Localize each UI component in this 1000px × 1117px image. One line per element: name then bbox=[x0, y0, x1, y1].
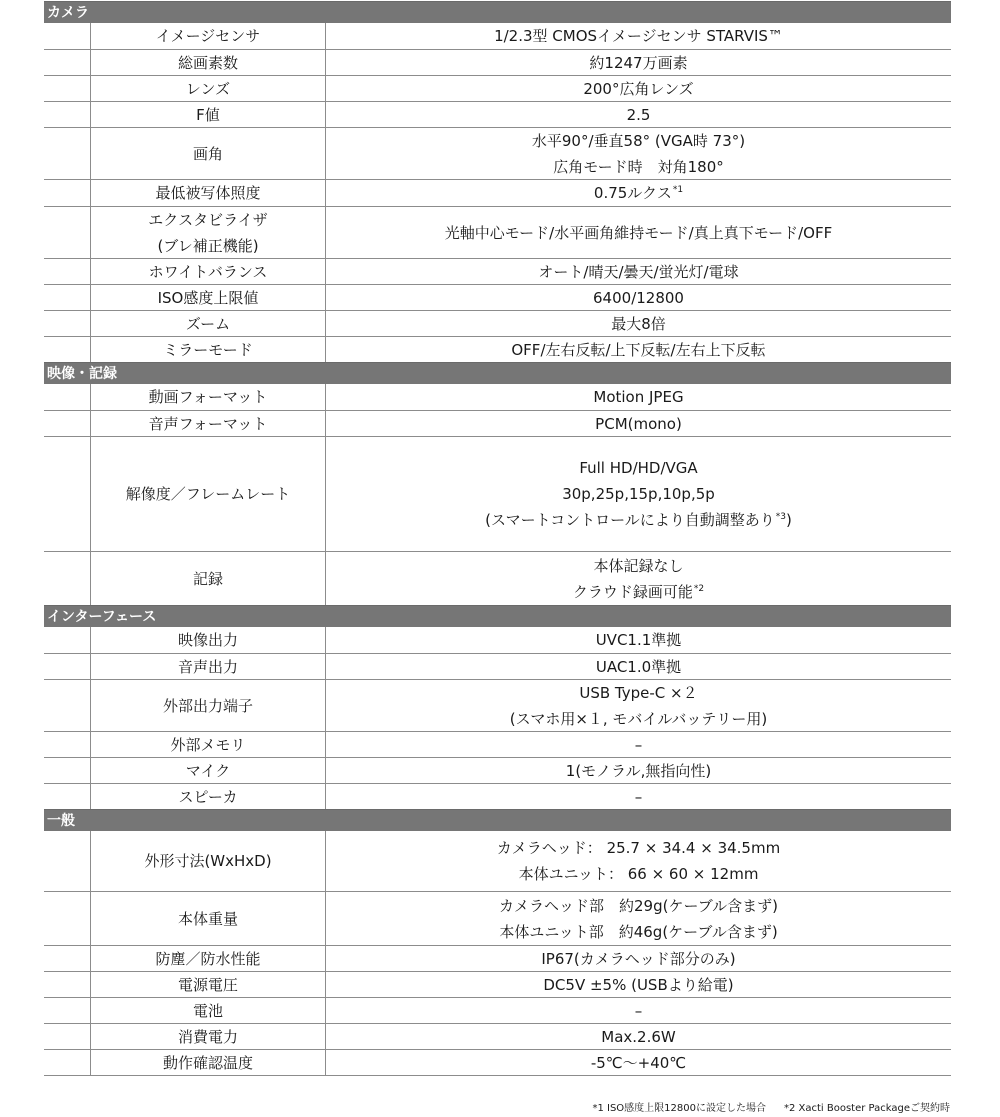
spec-row bbox=[44, 384, 951, 410]
spec-value-text: Motion JPEG bbox=[593, 388, 684, 406]
spec-value-text: 0.75ルクス bbox=[593, 184, 672, 202]
row-indent bbox=[44, 1024, 91, 1049]
spec-value-line bbox=[583, 76, 693, 102]
spec-value-line bbox=[596, 654, 681, 680]
footnote-1: *1 ISO感度上限12800に設定した場合 bbox=[592, 1103, 766, 1114]
spec-label-line: スピーカ bbox=[178, 787, 238, 806]
spec-value-line bbox=[511, 337, 765, 363]
spec-value bbox=[326, 784, 951, 809]
spec-value-text: 2.5 bbox=[626, 105, 651, 124]
spec-label bbox=[91, 285, 326, 310]
spec-value bbox=[326, 285, 951, 310]
spec-row bbox=[44, 757, 951, 783]
row-indent bbox=[44, 259, 91, 284]
spec-value bbox=[326, 207, 951, 258]
spec-row bbox=[44, 783, 951, 809]
spec-value-line bbox=[543, 972, 733, 998]
spec-value-line bbox=[579, 455, 697, 481]
spec-value bbox=[326, 552, 951, 605]
spec-row bbox=[44, 679, 951, 731]
spec-value-line bbox=[445, 220, 832, 246]
spec-label-line: 電池 bbox=[192, 1001, 223, 1020]
spec-value-text: 約1247万画素 bbox=[589, 53, 688, 72]
spec-label-line: 本体重量 bbox=[177, 909, 238, 928]
spec-value-text: クラウド録画可能 bbox=[572, 582, 693, 601]
row-indent bbox=[44, 337, 91, 362]
row-indent bbox=[44, 1050, 91, 1075]
spec-row bbox=[44, 1049, 951, 1075]
spec-value-line bbox=[601, 1024, 675, 1050]
spec-value-line bbox=[573, 579, 704, 605]
footnote-mark: *1 bbox=[672, 185, 684, 195]
spec-row bbox=[44, 284, 951, 310]
spec-label bbox=[91, 552, 326, 605]
spec-value-line bbox=[579, 680, 697, 706]
spec-value-line bbox=[497, 835, 780, 861]
spec-label-line: 防塵／防水性能 bbox=[155, 949, 261, 968]
row-indent bbox=[44, 437, 91, 551]
spec-label-line: 動画フォーマット bbox=[148, 388, 268, 406]
spec-label-line: 画角 bbox=[192, 144, 223, 163]
spec-row bbox=[44, 997, 951, 1023]
spec-value-text: -5℃～+40℃ bbox=[590, 1053, 687, 1072]
spec-value-line bbox=[611, 311, 666, 337]
spec-value bbox=[326, 23, 951, 49]
spec-value-line bbox=[485, 507, 792, 533]
spec-value-text: 広角モード時 対角180° bbox=[553, 157, 724, 176]
row-indent bbox=[44, 831, 91, 891]
spec-value-text: 水平90°/垂直58° (VGA時 73°) bbox=[531, 131, 746, 150]
spec-value-line bbox=[519, 861, 759, 887]
spec-label bbox=[91, 102, 326, 127]
spec-value-text: UVC1.1準拠 bbox=[595, 631, 682, 649]
spec-label bbox=[91, 946, 326, 971]
spec-label-line: 電源電圧 bbox=[177, 975, 238, 994]
spec-label-line: マイク bbox=[185, 761, 231, 780]
spec-value-text: – bbox=[634, 787, 643, 806]
spec-value-line bbox=[566, 758, 711, 784]
spec-value bbox=[326, 102, 951, 127]
spec-label bbox=[91, 384, 326, 410]
spec-label-line: 記録 bbox=[192, 569, 223, 588]
spec-row bbox=[44, 831, 951, 891]
spec-value-text: 本体ユニット部 約46g(ケーブル含まず) bbox=[499, 922, 778, 941]
spec-value-text: OFF/左右反転/上下反転/左右上下反転 bbox=[511, 340, 766, 359]
spec-value bbox=[326, 76, 951, 101]
row-indent bbox=[44, 311, 91, 336]
spec-label-line: 外形寸法(WxHxD) bbox=[144, 852, 272, 870]
spec-value-text: – bbox=[634, 1001, 643, 1020]
spec-value bbox=[326, 758, 951, 783]
spec-label bbox=[91, 892, 326, 945]
row-indent bbox=[44, 384, 91, 410]
spec-label-line: イメージセンサ bbox=[155, 27, 261, 45]
spec-label bbox=[91, 337, 326, 362]
spec-value-text: UAC1.0準拠 bbox=[595, 657, 682, 676]
spec-value bbox=[326, 972, 951, 997]
spec-value-line bbox=[635, 784, 643, 810]
row-indent bbox=[44, 102, 91, 127]
spec-value-text: Full HD/HD/VGA bbox=[579, 459, 698, 477]
spec-value-line bbox=[594, 180, 683, 206]
spec-value bbox=[326, 946, 951, 971]
footnote-2: *2 Xacti Booster Packageご契約時 bbox=[783, 1103, 950, 1114]
spec-value-line bbox=[589, 50, 687, 76]
row-indent bbox=[44, 207, 91, 258]
spec-label-line: 総画素数 bbox=[177, 53, 238, 72]
spec-row bbox=[44, 627, 951, 653]
spec-label bbox=[91, 259, 326, 284]
spec-value bbox=[326, 259, 951, 284]
spec-value-text: 200°広角レンズ bbox=[583, 79, 694, 98]
spec-value-line bbox=[593, 285, 684, 311]
row-indent bbox=[44, 946, 91, 971]
spec-label bbox=[91, 437, 326, 551]
spec-row bbox=[44, 436, 951, 551]
spec-label bbox=[91, 207, 326, 258]
spec-label-line: 外部出力端子 bbox=[162, 696, 253, 715]
spec-label-line: 解像度／フレームレート bbox=[125, 485, 291, 503]
spec-row bbox=[44, 127, 951, 179]
row-indent bbox=[44, 654, 91, 679]
row-indent bbox=[44, 180, 91, 206]
spec-value bbox=[326, 384, 951, 410]
spec-value bbox=[326, 680, 951, 731]
spec-value bbox=[326, 732, 951, 757]
spec-row bbox=[44, 551, 951, 605]
spec-row bbox=[44, 75, 951, 101]
spec-label bbox=[91, 1024, 326, 1049]
spec-label bbox=[91, 831, 326, 891]
spec-label bbox=[91, 680, 326, 731]
row-indent bbox=[44, 892, 91, 945]
footnote-mark: *2 bbox=[693, 583, 705, 594]
spec-value-line bbox=[510, 706, 767, 732]
spec-value bbox=[326, 998, 951, 1023]
spec-value bbox=[326, 654, 951, 679]
row-indent bbox=[44, 76, 91, 101]
spec-label bbox=[91, 411, 326, 436]
spec-row bbox=[44, 731, 951, 757]
spec-value-line bbox=[562, 481, 715, 507]
spec-value-line bbox=[591, 1050, 686, 1076]
row-indent bbox=[44, 411, 91, 436]
spec-value bbox=[326, 50, 951, 75]
spec-value bbox=[326, 411, 951, 436]
spec-row bbox=[44, 101, 951, 127]
spec-label bbox=[91, 998, 326, 1023]
spec-value-line bbox=[494, 23, 783, 49]
spec-row bbox=[44, 410, 951, 436]
spec-value-text: 6400/12800 bbox=[593, 288, 684, 307]
spec-label bbox=[91, 50, 326, 75]
spec-label-line: F値 bbox=[196, 105, 220, 124]
spec-value-text: 光軸中心モード/水平画角維持モード/真上真下モード/OFF bbox=[444, 223, 833, 242]
spec-label bbox=[91, 128, 326, 179]
spec-label-line: 外部メモリ bbox=[170, 735, 246, 754]
spec-row bbox=[44, 891, 951, 945]
spec-value-text: PCM(mono) bbox=[595, 414, 682, 433]
spec-value-text: 最大8倍 bbox=[611, 314, 666, 333]
spec-label-line: レンズ bbox=[185, 79, 231, 98]
spec-value-text: 本体ユニット： 66 × 60 × 12mm bbox=[518, 865, 759, 883]
spec-label-line: 音声フォーマット bbox=[148, 414, 268, 433]
row-indent bbox=[44, 732, 91, 757]
spec-value-line bbox=[596, 627, 682, 653]
spec-value-line bbox=[593, 553, 683, 579]
spec-value bbox=[326, 311, 951, 336]
spec-row bbox=[44, 336, 951, 362]
row-indent bbox=[44, 50, 91, 75]
row-indent bbox=[44, 23, 91, 49]
spec-label-line: エクスタビライザ bbox=[148, 210, 268, 229]
spec-label bbox=[91, 654, 326, 679]
spec-value-text: カメラヘッド： 25.7 × 34.4 × 34.5mm bbox=[496, 839, 781, 857]
footnotes bbox=[592, 1099, 950, 1114]
row-indent bbox=[44, 285, 91, 310]
spec-value-text: 1/2.3型 CMOSイメージセンサ STARVIS™ bbox=[494, 27, 783, 45]
spec-value-line bbox=[593, 384, 683, 410]
spec-value bbox=[326, 1024, 951, 1049]
row-indent bbox=[44, 758, 91, 783]
spec-table bbox=[44, 1, 951, 1076]
spec-value-text: (スマートコントロールにより自動調整あり bbox=[485, 511, 775, 529]
spec-label-line: 音声出力 bbox=[177, 657, 238, 676]
spec-value-line bbox=[499, 919, 777, 945]
spec-row bbox=[44, 206, 951, 258]
spec-label bbox=[91, 23, 326, 49]
section-header: 一般 bbox=[44, 809, 951, 831]
spec-label bbox=[91, 627, 326, 653]
spec-value bbox=[326, 180, 951, 206]
spec-label bbox=[91, 758, 326, 783]
spec-row bbox=[44, 310, 951, 336]
spec-value-text: IP67(カメラヘッド部分のみ) bbox=[541, 949, 736, 968]
spec-label-line: ISO感度上限値 bbox=[157, 288, 259, 307]
spec-value-text: 1(モノラル,無指向性) bbox=[565, 761, 712, 780]
spec-row bbox=[44, 945, 951, 971]
row-indent bbox=[44, 680, 91, 731]
spec-label bbox=[91, 972, 326, 997]
spec-label-line: ホワイトバランス bbox=[148, 262, 268, 281]
spec-value bbox=[326, 128, 951, 179]
spec-value-line bbox=[635, 998, 643, 1024]
spec-value-text: – bbox=[634, 735, 643, 754]
spec-label-line: 映像出力 bbox=[177, 631, 238, 649]
spec-value-text: (スマホ用×１, モバイルバッテリー用) bbox=[509, 709, 768, 728]
spec-value-text: USB Type-C ×２ bbox=[579, 683, 698, 702]
spec-label bbox=[91, 784, 326, 809]
spec-label bbox=[91, 311, 326, 336]
spec-label-line: ズーム bbox=[185, 314, 231, 333]
row-indent bbox=[44, 627, 91, 653]
spec-value-line bbox=[538, 259, 738, 285]
spec-value bbox=[326, 1050, 951, 1075]
spec-value-text: カメラヘッド部 約29g(ケーブル含まず) bbox=[499, 896, 778, 915]
spec-value bbox=[326, 437, 951, 551]
spec-label-line: (ブレ補正機能) bbox=[157, 236, 259, 255]
row-indent bbox=[44, 128, 91, 179]
row-indent bbox=[44, 784, 91, 809]
spec-row bbox=[44, 1023, 951, 1049]
spec-value-line bbox=[553, 154, 724, 180]
spec-value-line bbox=[635, 732, 643, 758]
spec-label bbox=[91, 732, 326, 757]
spec-value-line bbox=[499, 893, 778, 919]
section-header: カメラ bbox=[44, 1, 951, 23]
spec-label-line: 最低被写体照度 bbox=[155, 184, 261, 202]
spec-value-text: 30p,25p,15p,10p,5p bbox=[562, 485, 715, 503]
spec-label bbox=[91, 1050, 326, 1075]
spec-label-line: ミラーモード bbox=[163, 340, 253, 359]
row-indent bbox=[44, 972, 91, 997]
spec-value-text: DC5V ±5% (USBより給電) bbox=[543, 975, 734, 994]
spec-label-line: 消費電力 bbox=[177, 1027, 238, 1046]
spec-row bbox=[44, 971, 951, 997]
spec-value bbox=[326, 627, 951, 653]
spec-label bbox=[91, 76, 326, 101]
spec-value-text: 本体記録なし bbox=[593, 556, 684, 575]
spec-value-line bbox=[532, 128, 745, 154]
spec-value-text: オート/晴天/曇天/蛍光灯/電球 bbox=[538, 262, 739, 281]
row-indent bbox=[44, 552, 91, 605]
spec-value-suffix: ) bbox=[786, 511, 792, 529]
spec-row bbox=[44, 653, 951, 679]
footnote-mark: *3 bbox=[775, 512, 787, 522]
spec-row bbox=[44, 49, 951, 75]
spec-label bbox=[91, 180, 326, 206]
spec-value-line bbox=[541, 946, 735, 972]
section-header: インターフェース bbox=[44, 605, 951, 627]
spec-value-line bbox=[595, 411, 682, 437]
section-header: 映像・記録 bbox=[44, 362, 951, 384]
spec-value bbox=[326, 892, 951, 945]
spec-row bbox=[44, 258, 951, 284]
spec-value bbox=[326, 337, 951, 362]
spec-value-line bbox=[627, 102, 651, 128]
spec-row bbox=[44, 179, 951, 206]
spec-row bbox=[44, 23, 951, 49]
spec-value-text: Max.2.6W bbox=[601, 1027, 676, 1046]
spec-value bbox=[326, 831, 951, 891]
spec-label-line: 動作確認温度 bbox=[162, 1053, 253, 1072]
row-indent bbox=[44, 998, 91, 1023]
